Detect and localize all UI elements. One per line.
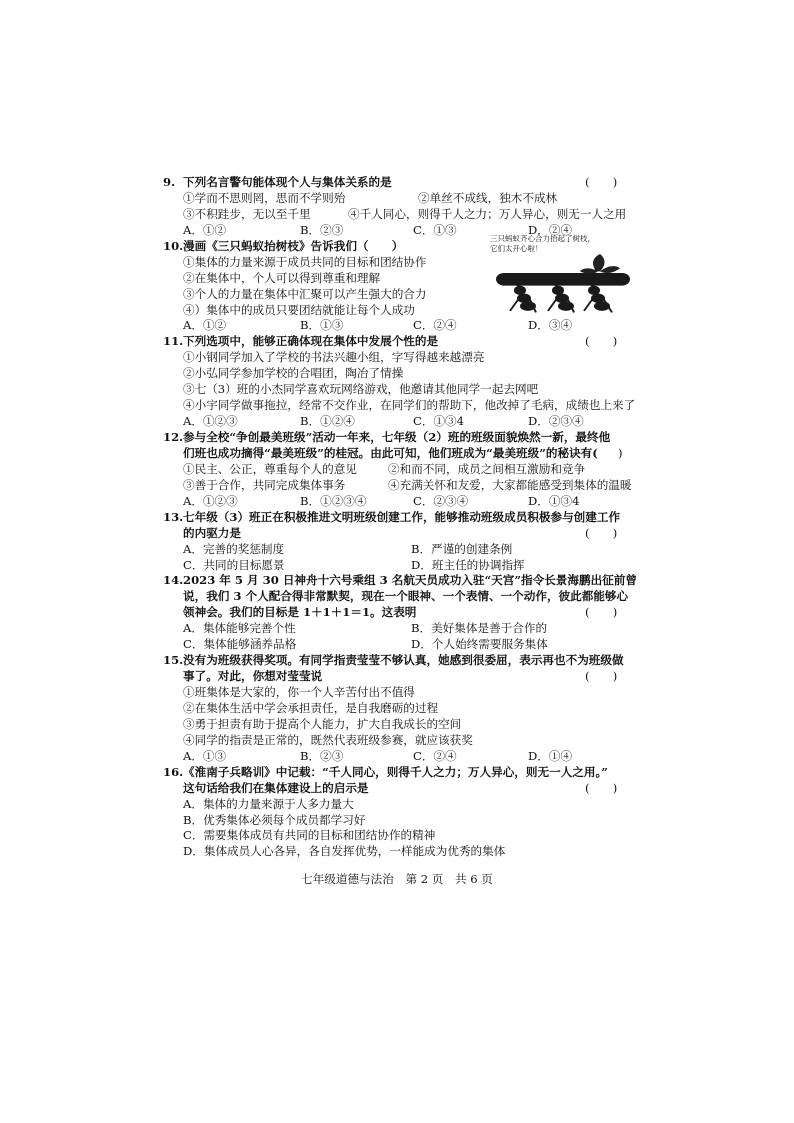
answer-option[interactable]: A．集体能够完善个性 [183, 621, 296, 636]
statement-item: ③不积跬步，无以至千里 [183, 206, 311, 221]
question-stem-line [163, 334, 643, 350]
cartoon-caption-2: 它们太开心啦！ [490, 244, 543, 253]
question-stem-line [163, 605, 643, 621]
statement-item [163, 398, 643, 414]
option-row [163, 637, 643, 653]
statement-text: ④）集体中的成员只要团结就能让每个人成功 [183, 302, 415, 317]
question-stem-text: 漫画《三只蚂蚁抬树枝》告诉我们（ ） [183, 238, 404, 253]
answer-option[interactable]: A．①②③ [183, 493, 238, 508]
answer-option[interactable]: C．②④ [413, 318, 457, 333]
answer-option[interactable]: C．①③4 [413, 414, 465, 429]
answer-option[interactable]: D．①④ [528, 748, 573, 763]
statement-item: ④千人同心，则得千人之力；万人异心，则无一人之用 [348, 206, 627, 221]
option-row [163, 558, 643, 574]
statement-text: ④同学的指责是正常的，既然代表班级参赛，就应该获奖 [183, 732, 473, 747]
question-stem-line [163, 589, 643, 605]
question-stem-line [163, 526, 643, 542]
answer-option[interactable]: C．①③ [413, 222, 457, 237]
page-footer: 七年级道德与法治 第 2 页 共 6 页 [301, 872, 493, 886]
option-row [163, 813, 643, 829]
question-number: 16. [163, 764, 184, 779]
question-stem-text: 下列选项中，能够正确体现在集体中发展个性的是 [183, 334, 439, 349]
question-stem-text: 的内驱力是 [183, 525, 241, 540]
answer-option[interactable]: A．①② [183, 222, 227, 237]
answer-bracket: ( ) [585, 334, 618, 349]
question-stem-text: 们班也成功摘得“最美班级”的桂冠。由此可知，他们班成为“最美班级”的秘诀有( [183, 445, 598, 460]
answer-option[interactable]: A．完善的奖惩制度 [183, 541, 285, 556]
option-row [163, 494, 643, 510]
option-row [163, 844, 643, 860]
answer-option[interactable]: D．班主任的协调指挥 [411, 557, 525, 572]
answer-option[interactable]: D．①③4 [528, 493, 580, 508]
option-row [163, 542, 643, 558]
statement-item [163, 717, 643, 733]
question-stem-text: 2023 年 5 月 30 日神舟十六号乘组 3 名航天员成功入驻“天宫”指令长景海鹏出征前曾 [183, 573, 637, 588]
answer-option[interactable]: D．③④ [528, 318, 573, 333]
statement-text: ①小钢同学加入了学校的书法兴趣小组，字写得越来越漂亮 [183, 350, 485, 365]
answer-bracket: ( ) [585, 525, 618, 540]
statement-row [163, 462, 643, 478]
option-row [163, 828, 643, 844]
answer-option[interactable]: A．①②③ [183, 414, 238, 429]
question-stem-text: 领神会。我们的目标是 1＋1＋1＝1。这表明 [183, 605, 417, 620]
statement-item: ①民主、公正，尊重每个人的意见 [183, 461, 357, 476]
answer-option[interactable]: C．集体能够涵养品格 [183, 637, 297, 652]
answer-bracket: ( ) [585, 780, 618, 795]
statement-text: ③勇于担责有助于提高个人能力，扩大自我成长的空间 [183, 716, 462, 731]
question-stem-text: 这句话给我们在集体建设上的启示是 [183, 780, 369, 795]
question-stem-line [163, 765, 643, 781]
statement-item: ②和而不同，成员之间相互激励和竞争 [388, 461, 586, 476]
question-stem-line [163, 430, 643, 446]
statement-item [163, 733, 643, 749]
question-stem-line [163, 653, 643, 669]
question-number: 10. [163, 238, 184, 253]
question-stem-line [163, 669, 643, 685]
statement-item: ③善于合作，共同完成集体事务 [183, 477, 346, 492]
question-stem-text: 没有为班级获得奖项。有同学指责莹莹不够认真，她感到很委屈，表示再也不为班级做 [183, 653, 624, 668]
cartoon-caption-1: 三只蚂蚁齐心合力抬起了树枝， [490, 234, 595, 243]
statement-item [163, 350, 643, 366]
question-number: 12. [163, 430, 184, 444]
statement-row [163, 191, 643, 207]
statement-item [163, 685, 643, 701]
statement-text: ③七（3）班的小杰同学喜欢玩网络游戏，他邀请其他同学一起去网吧 [183, 382, 539, 397]
answer-bracket: ( ) [585, 175, 618, 189]
answer-option[interactable]: B．优秀集体必须每个成员都学习好 [183, 812, 366, 827]
answer-option[interactable]: B．①②④ [300, 414, 355, 429]
statement-item [163, 382, 643, 398]
statement-text: ②小弘同学参加学校的合唱团，陶冶了情操 [183, 366, 404, 381]
question-number: 15. [163, 653, 184, 668]
question-stem-text: 下列名言警句能体现个人与集体关系的是 [183, 175, 392, 189]
question-stem-line [163, 446, 643, 462]
answer-bracket: ) [618, 445, 623, 460]
answer-option[interactable]: B．①③ [300, 318, 344, 333]
answer-option[interactable]: C．需要集体成员有共同的目标和团结协作的精神 [183, 828, 436, 843]
statement-item: ①学而不思则罔，思而不学则殆 [183, 190, 346, 205]
statement-row [163, 478, 643, 494]
answer-option[interactable]: B．①②③④ [300, 493, 367, 508]
answer-option[interactable]: C．②④ [413, 748, 457, 763]
answer-option[interactable]: A．①② [183, 318, 227, 333]
question-stem-text: 事了。对此，你想对莹莹说 [183, 669, 323, 684]
question-stem-line [163, 510, 643, 526]
statement-item: ④充满关怀和友爱，大家都能感受到集体的温暖 [388, 477, 632, 492]
answer-bracket: ( ) [585, 605, 618, 620]
answer-option[interactable]: C．②③④ [413, 493, 469, 508]
question-number: 9. [163, 175, 176, 189]
option-row [163, 797, 643, 813]
ants-cartoon [490, 234, 635, 316]
statement-text: ①集体的力量来源于成员共同的目标和团结协作 [183, 254, 427, 269]
statement-item [163, 366, 643, 382]
option-row [163, 414, 643, 430]
statement-text: ④小宇同学做事拖拉，经常不交作业，在同学们的帮助下，他改掉了毛病，成绩也上来了 [183, 398, 636, 413]
statement-row [163, 207, 643, 223]
answer-option[interactable]: D．集体成员人心各异，各自发挥优势，一样能成为优秀的集体 [183, 844, 506, 859]
statement-text: ②在集体生活中学会承担责任，是自我磨砺的过程 [183, 700, 439, 715]
option-row [163, 621, 643, 637]
question-number: 11. [163, 334, 184, 349]
answer-option[interactable]: B．严谨的创建条例 [411, 541, 513, 556]
answer-option[interactable]: A．集体的力量来源于人多力量大 [183, 796, 354, 811]
answer-option[interactable]: B．美好集体是善于合作的 [411, 621, 548, 636]
question-stem-text: 七年级（3）班正在积极推进文明班级创建工作，能够推动班级成员积极参与创建工作 [183, 509, 621, 524]
question-number: 14. [163, 573, 184, 588]
option-row [163, 749, 643, 765]
answer-option[interactable]: C．共同的目标愿景 [183, 557, 285, 572]
statement-text: ①班集体是大家的，你一个人辛苦付出不值得 [183, 685, 415, 699]
answer-option[interactable]: D．个人始终需要服务集体 [411, 637, 548, 652]
question-stem-text: 说，我们 3 个人配合得非常默契，现在一个眼神、一个表情、一个动作，彼此都能够心 [183, 589, 629, 604]
answer-option[interactable]: D．②③④ [528, 414, 584, 429]
question-stem-line [163, 175, 643, 191]
ants-carrying-branch-illustration [490, 254, 635, 314]
question-stem-line [163, 573, 643, 589]
statement-item: ②单丝不成线，独木不成林 [418, 190, 558, 205]
statement-item [163, 701, 643, 717]
answer-option[interactable]: B．②③ [300, 748, 344, 763]
answer-option[interactable]: D．②④ [528, 222, 573, 237]
option-row [163, 318, 643, 334]
question-stem-text: 《淮南子兵略训》中记载：“千人同心，则得千人之力；万人异心，则无一人之用。” [183, 764, 608, 779]
question-number: 13. [163, 509, 184, 524]
statement-text: ②在集体中，个人可以得到尊重和理解 [183, 270, 381, 285]
answer-option[interactable]: B．②③ [300, 222, 344, 237]
question-stem-text: 参与全校“争创最美班级”活动一年来，七年级（2）班的班级面貌焕然一新，最终他 [183, 430, 611, 444]
statement-text: ③个人的力量在集体中汇聚可以产生强大的合力 [183, 286, 427, 301]
answer-bracket: ( ) [585, 669, 618, 684]
answer-option[interactable]: A．①③ [183, 748, 227, 763]
question-stem-line [163, 781, 643, 797]
